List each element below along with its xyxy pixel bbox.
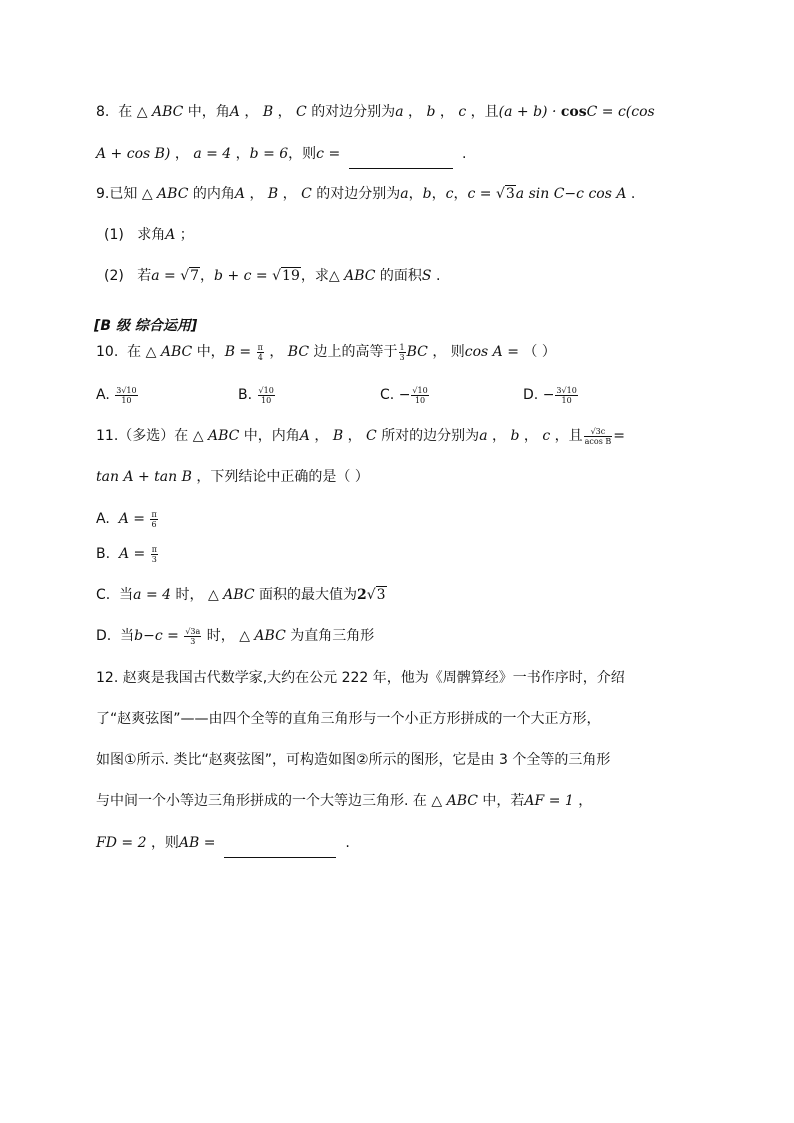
math-expr: a = 4 (133, 587, 172, 603)
q11-option-c[interactable] (96, 584, 387, 606)
math-var: b (422, 186, 432, 202)
text: ， (408, 186, 423, 202)
text: ， (244, 104, 259, 120)
math-abc: ABC (254, 628, 286, 644)
math-func: cos (560, 104, 587, 120)
math-expr: b + c = (214, 268, 268, 284)
q12-line-1: 12. 赵爽是我国古代数学家,大约在公元 222 年，他为《周髀算经》一书作序时，介绍 (96, 670, 625, 686)
q11-number: 11. (96, 428, 119, 444)
math-eq: = (601, 104, 614, 120)
q11-option-d[interactable] (96, 625, 374, 647)
answer-paren: （ ） (523, 344, 556, 360)
fraction (151, 545, 158, 564)
math-expr: B = (224, 344, 252, 360)
triangle-symbol: △ (207, 587, 219, 603)
text: 边上的高等于 (313, 344, 398, 360)
math-var: a (400, 186, 409, 202)
text: ， (314, 428, 329, 444)
text: ； (179, 227, 194, 243)
math-var: A (229, 104, 240, 120)
q12-line-3: 如图①所示. 类比“赵爽弦图”，可构造如图②所示的图形，它是由 3 个全等的三角形 (96, 752, 611, 768)
text: ， (523, 428, 538, 444)
text: ， (200, 268, 215, 284)
math-expr: AB = (178, 835, 216, 851)
text: ，且 (470, 104, 499, 120)
math-var: A (299, 428, 310, 444)
q9-line-1 (96, 183, 635, 205)
q8-answer-blank[interactable] (349, 146, 453, 169)
math-abc: ABC (446, 793, 478, 809)
math-expr: b = 6 (249, 146, 289, 162)
math-abc: ABC (157, 186, 189, 202)
frac-den: 10 (414, 395, 426, 405)
math-expr: c = (467, 186, 492, 202)
math-var: a (479, 428, 488, 444)
text: ， (431, 186, 446, 202)
text: ， (174, 146, 189, 162)
option-label: D. (523, 387, 539, 403)
frac-den: 4 (257, 352, 263, 362)
math-var: c (542, 428, 551, 444)
text: 与中间一个小等边三角形拼成的一个大等边三角形. 在 (96, 793, 427, 809)
frac-den: 10 (261, 395, 272, 405)
text: 为直角三角形 (290, 628, 375, 644)
fraction (258, 386, 275, 405)
math-expr: c = (316, 146, 341, 162)
math-abc: ABC (344, 268, 376, 284)
math-expr: c(cos (617, 104, 655, 120)
math-minus: − (542, 387, 555, 403)
text: ， (249, 186, 264, 202)
q11-option-b[interactable] (96, 543, 159, 565)
text: 中，内角 (243, 428, 300, 444)
frac-den: 10 (561, 395, 572, 405)
text: 已知 (109, 186, 138, 202)
text: ， (408, 104, 422, 120)
frac-den: 3 (399, 352, 405, 362)
frac-den: 3 (151, 554, 157, 564)
frac-den: 6 (151, 519, 157, 529)
math-expr: cos A = (464, 344, 519, 360)
fraction (584, 427, 613, 446)
frac-num: π (151, 509, 157, 519)
math-var: A (165, 227, 176, 243)
frac-num: π (151, 544, 157, 554)
math-var: B (262, 104, 274, 120)
part-label: (2) (104, 268, 124, 284)
fraction (555, 386, 577, 405)
q9-part-2 (104, 265, 440, 287)
math-var: a (395, 104, 404, 120)
frac-num: π (257, 342, 263, 352)
text: ， (578, 793, 593, 809)
text: ， (439, 104, 454, 120)
text: ， (453, 186, 468, 202)
text: ， (492, 428, 506, 444)
text: ， (432, 344, 447, 360)
math-expr: A = (118, 546, 146, 562)
math-var: b (426, 104, 436, 120)
frac-num: √10 (412, 385, 428, 395)
text: 时， (175, 587, 204, 603)
frac-num: √3a (185, 626, 201, 636)
q9-number: 9. (96, 186, 110, 202)
frac-num: 3√10 (556, 385, 577, 395)
fraction-pi-4 (257, 343, 264, 362)
math-var: B (267, 186, 279, 202)
text: ，且 (554, 428, 583, 444)
text: 中，角 (187, 104, 230, 120)
sqrt-symbol: √ (180, 268, 190, 284)
option-label: C. (96, 587, 111, 603)
triangle-symbol: △ (141, 186, 153, 202)
radicand: 3 (505, 186, 515, 202)
math-var: BC (287, 344, 310, 360)
math-abc: ABC (223, 587, 255, 603)
q11-option-a[interactable] (96, 508, 159, 530)
radicand: 7 (190, 268, 200, 284)
math-var: C (301, 186, 312, 202)
text: ， (235, 146, 250, 162)
math-var: S (421, 268, 432, 284)
text: 所对的边分别为 (381, 428, 480, 444)
text: 中，若 (482, 793, 525, 809)
fraction (150, 510, 157, 529)
option-label: A. (96, 387, 110, 403)
text: ，下列结论中正确的是（ ） (196, 469, 369, 485)
math-eq: = (613, 428, 625, 444)
math-abc: ABC (207, 428, 240, 444)
fraction-1-3 (399, 343, 406, 362)
text: 在 (127, 344, 142, 360)
q8-number: 8. (96, 104, 110, 120)
math-var: c (445, 186, 454, 202)
fraction (115, 386, 137, 405)
frac-num: √10 (258, 385, 274, 395)
math-abc: ABC (160, 344, 193, 360)
sqrt-symbol: √ (272, 268, 282, 284)
q11-line-1 (96, 425, 625, 447)
q10-option-b[interactable] (238, 384, 276, 406)
math-var: c (458, 104, 467, 120)
math-expr: c cos A (576, 186, 627, 202)
math-expr: a sin C (515, 186, 565, 202)
math-expr: a = (151, 268, 176, 284)
section-header: [B 级 综合运用] (94, 318, 198, 334)
fraction (184, 627, 201, 646)
part-label: (1) (104, 227, 124, 243)
text: . (345, 835, 350, 851)
sqrt-symbol: √ (366, 587, 376, 603)
q12-line-2: 了“赵爽弦图”——由四个全等的直角三角形与一个小正方形拼成的一个大正方形， (96, 711, 601, 727)
fraction (411, 386, 428, 405)
option-label: B. (96, 546, 111, 562)
frac-den: 3 (190, 636, 196, 646)
radicand: 3 (376, 587, 386, 603)
math-expr: FD = 2 (96, 835, 147, 851)
q10-stem (96, 341, 556, 363)
triangle-symbol: △ (145, 344, 157, 360)
text: 的内角 (192, 186, 235, 202)
text: 则 (450, 344, 465, 360)
triangle-symbol: △ (239, 628, 250, 644)
math-expr: A = (118, 511, 145, 527)
frac-num: 3√10 (116, 385, 137, 395)
text: 若 (137, 268, 152, 284)
text: 则 (302, 146, 317, 162)
text: ， (347, 428, 362, 444)
q8-line-1 (96, 101, 655, 123)
math-expr: tan A + tan B (96, 469, 192, 485)
text: 的对边分别为 (316, 186, 401, 202)
math-var: b (510, 428, 520, 444)
math-minus: − (398, 387, 411, 403)
math-expr: a = 4 (193, 146, 232, 162)
text: 面积的最大值为 (259, 587, 357, 603)
text: 时， (206, 628, 235, 644)
math-expr: A + cos B) (96, 146, 171, 162)
math-var: B (332, 428, 344, 444)
text: 求角 (137, 227, 166, 243)
text: 中， (196, 344, 225, 360)
triangle-symbol: △ (328, 268, 340, 284)
q11-line-2 (96, 466, 369, 488)
q10-option-a[interactable] (96, 384, 139, 406)
option-label: C. (380, 387, 395, 403)
frac-num: √3c (584, 427, 613, 437)
text: 在 (118, 104, 133, 120)
triangle-symbol: △ (192, 428, 204, 444)
q10-number: 10. (96, 344, 119, 360)
frac-den: acos B (584, 436, 612, 446)
frac-num: 1 (399, 342, 405, 352)
text: 求 (314, 268, 329, 284)
q8-line-2 (96, 143, 466, 169)
text: ， (269, 344, 284, 360)
math-var: C (296, 104, 307, 120)
q10-option-d[interactable] (523, 384, 579, 406)
math-minus: − (564, 186, 577, 202)
q10-option-c[interactable] (380, 384, 430, 406)
option-label: A. (96, 511, 110, 527)
text: ， (277, 104, 292, 120)
math-expr: b−c = (134, 628, 179, 644)
math-var: A (234, 186, 245, 202)
text: 的面积 (379, 268, 422, 284)
text: 的对边分别为 (311, 104, 396, 120)
text: ，则 (150, 835, 179, 851)
q12-line-5 (96, 832, 350, 858)
frac-den: 10 (121, 395, 132, 405)
text: 当 (119, 587, 134, 603)
text: . (462, 146, 467, 162)
text: （多选）在 (118, 428, 189, 444)
q12-line-4 (96, 790, 592, 812)
option-label: D. (96, 628, 112, 644)
math-var: BC (406, 344, 428, 360)
math-expr: (a + b) · (498, 104, 557, 120)
text: ， (282, 186, 297, 202)
option-label: B. (238, 387, 253, 403)
math-expr: AF = 1 (524, 793, 574, 809)
sqrt-symbol: √ (495, 186, 505, 202)
text: 当 (120, 628, 135, 644)
text: . (435, 268, 441, 284)
math-abc: ABC (151, 104, 184, 120)
math-var: C (366, 428, 377, 444)
text: . (630, 186, 636, 202)
q12-answer-blank[interactable] (224, 835, 336, 858)
text: ， (288, 146, 303, 162)
radicand: 19 (282, 268, 300, 284)
math-var: C (586, 104, 598, 120)
triangle-symbol: △ (136, 104, 148, 120)
q9-part-1 (104, 224, 194, 246)
triangle-symbol: △ (431, 793, 443, 809)
math-num: 2 (357, 587, 367, 603)
text: ， (300, 268, 315, 284)
